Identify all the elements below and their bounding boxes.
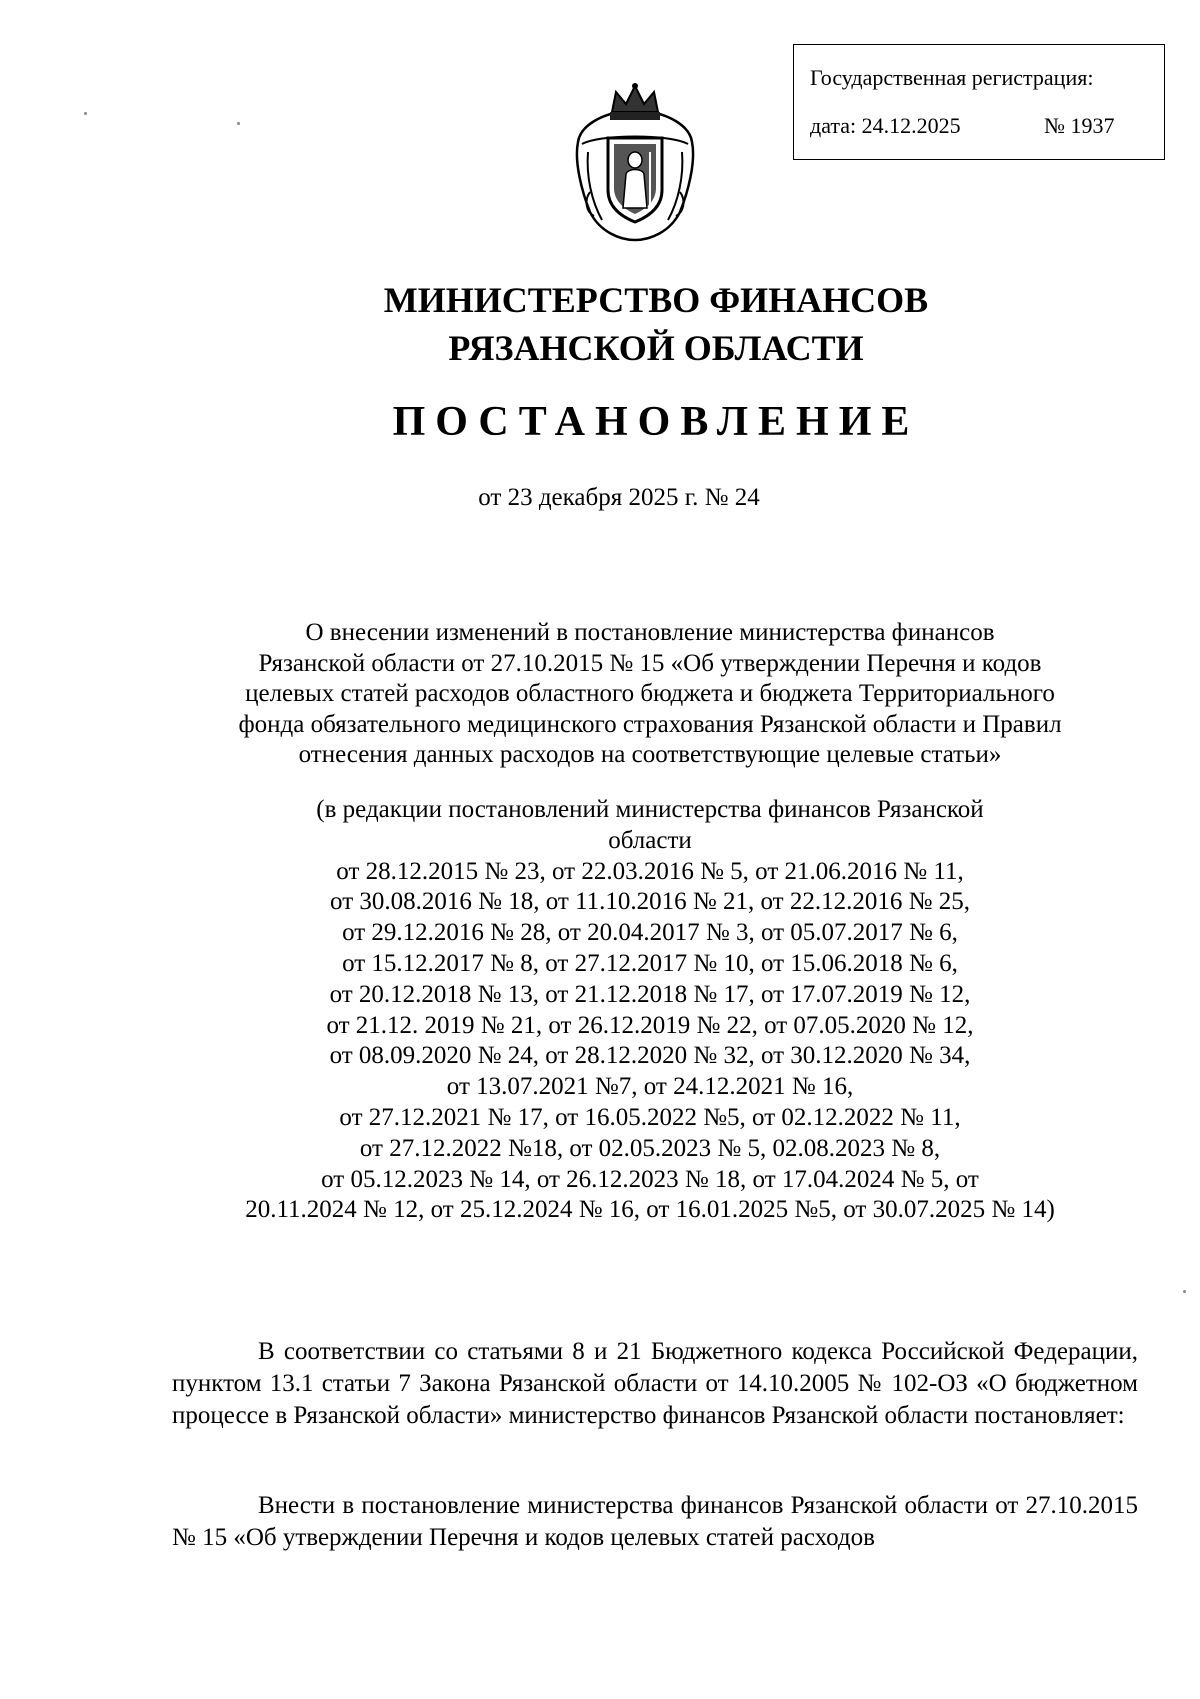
edition-line: от 20.12.2018 № 13, от 21.12.2018 № 17, от 17.07.2019 № 12, — [329, 980, 971, 1008]
subject-heading — [150, 618, 1150, 771]
edition-line: от 28.12.2015 № 23, от 22.03.2016 № 5, от 21.06.2016 № 11, — [336, 857, 964, 885]
registration-title: Государственная регистрация: — [810, 65, 1094, 90]
edition-line: (в редакции постановлений министерства финансов Рязанской — [316, 796, 984, 823]
subject-line: фонда обязательного медицинского страхования Рязанской области и Правил — [238, 710, 1062, 738]
scan-speck — [237, 122, 240, 125]
registration-box — [793, 44, 1165, 160]
edition-line: от 13.07.2021 №7, от 24.12.2021 № 16, — [446, 1073, 854, 1101]
edition-line: от 27.12.2021 № 17, от 16.05.2022 №5, от 02.12.2022 № 11, — [339, 1103, 961, 1131]
body-paragraph-2: Внести в постановление министерства финансов Рязанской области от 27.10.2015 № 15 «Об утверждении Перечня и кодов целевых статей расходов — [172, 1492, 1138, 1551]
scan-speck — [1183, 1290, 1186, 1293]
edition-line: от 30.08.2016 № 18, от 11.10.2016 № 21, от 22.12.2016 № 25, — [330, 888, 970, 916]
edition-line: от 05.12.2023 № 14, от 26.12.2023 № 18, от 17.04.2024 № 5, от — [321, 1165, 979, 1193]
edition-line: 20.11.2024 № 12, от 25.12.2024 № 16, от 16.01.2025 №5, от 30.07.2025 № 14) — [245, 1196, 1055, 1224]
document-date: от 23 декабря 2025 г. № 24 — [478, 484, 760, 511]
edition-line: от 15.12.2017 № 8, от 27.12.2017 № 10, от 15.06.2018 № 6, — [342, 949, 958, 977]
registration-date: дата: 24.12.2025 — [810, 113, 961, 138]
ministry-title — [0, 276, 1200, 372]
ministry-line1: МИНИСТЕРСТВО ФИНАНСОВ — [383, 280, 929, 320]
registration-number: № 1937 — [1044, 113, 1115, 138]
edition-line: от 27.12.2022 №18, от 02.05.2023 № 5, 02.08.2023 № 8, — [359, 1134, 941, 1162]
edition-notes — [175, 795, 1125, 1226]
scan-speck — [84, 112, 87, 115]
body-paragraph-1: В соответствии со статьями 8 и 21 Бюджетного кодекса Российской Федерации, пунктом 13.1 статьи 7 Закона Рязанской области от 14.10.2005 № 102-ОЗ «О бюджетном процессе в Рязанской области» министерство финансов Рязанской области постановляет: — [172, 1338, 1138, 1429]
edition-line: от 21.12. 2019 № 21, от 26.12.2019 № 22, от 07.05.2020 № 12, — [326, 1011, 974, 1039]
document-type: ПОСТАНОВЛЕНИЕ — [392, 399, 920, 445]
ministry-line2: РЯЗАНСКОЙ ОБЛАСТИ — [448, 328, 864, 368]
subject-line: О внесении изменений в постановление министерства финансов — [305, 619, 995, 646]
edition-line: от 08.09.2020 № 24, от 28.12.2020 № 32, от 30.12.2020 № 34, — [329, 1042, 971, 1070]
subject-line: Рязанской области от 27.10.2015 № 15 «Об утверждении Перечня и кодов — [258, 649, 1042, 677]
subject-line: отнесения данных расходов на соответствующие целевые статьи» — [298, 741, 1002, 768]
ryazan-coat-of-arms-icon — [560, 82, 710, 242]
edition-line: от 29.12.2016 № 28, от 20.04.2017 № 3, от 05.07.2017 № 6, — [342, 919, 958, 947]
edition-line: области — [608, 826, 692, 854]
subject-line: целевых статей расходов областного бюджета и бюджета Территориального — [245, 680, 1055, 707]
